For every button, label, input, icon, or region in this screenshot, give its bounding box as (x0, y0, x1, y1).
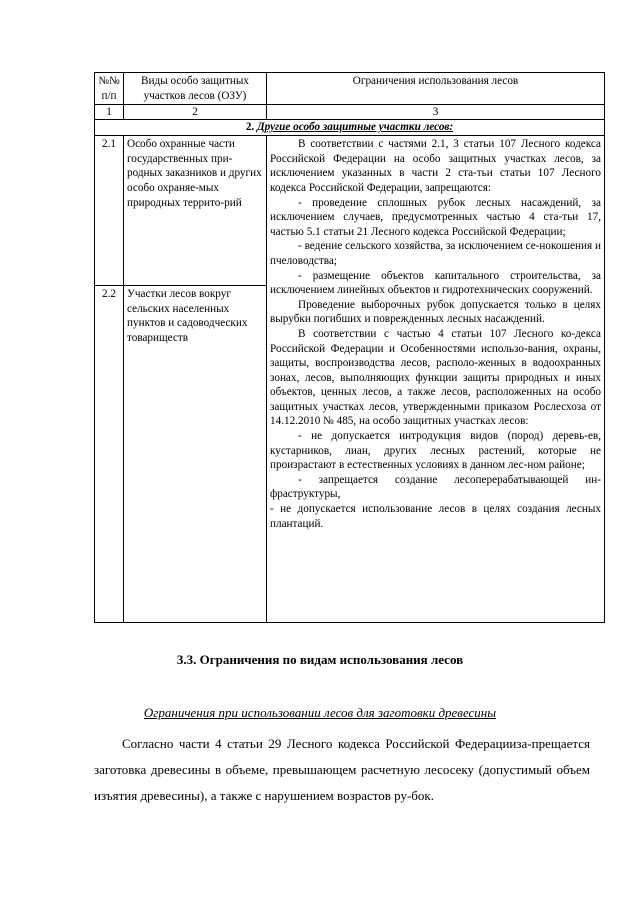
header-col-types: Виды особо защитных участков лесов (ОЗУ) (124, 73, 267, 105)
row-zone-type: Особо охранные части государственных при-родных заказников и других особо охраняе-мых природных террито-рий (124, 136, 267, 286)
section-title: Другие особо защитные участки лесов: (257, 121, 454, 134)
restriction-paragraph: В соответствии с частью 4 статьи 107 Лесного ко-декса Российской Федерации и Особенностями использо-вания, охраны, защиты, воспроизводства лесов, располо-женных в водоохранных зонах, лесов, выполняющих функции защиты природных и иных объектов, ценных лесов, а также лесов, расположенных на особо защитных участках лесов, утвержденными приказом Рослесхоза от 14.12.2010 № 485, на особо защитных участках лесов: (270, 327, 601, 428)
forest-restrictions-table (94, 72, 605, 623)
section-number: 2. (245, 121, 255, 134)
row-zone-type: Участки лесов вокруг сельских населенных пунктов и садоводческих товариществ (124, 286, 267, 623)
header-col-number: №№ п/п (95, 73, 124, 105)
restriction-paragraph: Проведение выборочных рубок допускается только в целях вырубки погибших и поврежденных лесных насаждений. (270, 298, 601, 326)
column-number: 3 (267, 105, 605, 120)
restriction-paragraph: - не допускается интродукция видов (пород) деревь-ев, кустарников, лиан, других лесных растений, которые не произрастают в естественных условиях в данном лес-ном районе; (270, 430, 601, 472)
table-row (95, 136, 605, 286)
subheading: Ограничения при использовании лесов для заготовки древесины (143, 705, 497, 720)
table-header-row (95, 73, 605, 105)
section-heading (95, 120, 605, 136)
section-row (95, 120, 605, 136)
restriction-paragraph: - ведение сельского хозяйства, за исключением се-нокошения и пчеловодства; (270, 240, 601, 267)
restriction-paragraph: - проведение сплошных рубок лесных насаждений, за исключением случаев, предусмотренных частью 4 ста-тьи 17, частью 5.1 статьи 21 Лесного кодекса Российской Федерации; (270, 196, 601, 238)
column-number-row (95, 105, 605, 120)
restriction-paragraph: - не допускается использование лесов в целях создания лесных плантаций. (270, 503, 601, 530)
column-number: 2 (124, 105, 267, 120)
header-col-restrictions: Ограничения использования лесов (267, 73, 605, 105)
restriction-paragraph: - размещение объектов капитального строительства, за исключением линейных объектов и гидротехнических сооружений. (270, 269, 601, 297)
column-number: 1 (95, 105, 124, 120)
body-paragraph: Согласно части 4 статьи 29 Лесного кодекса Российской Федерацииза-прещается заготовка древесины в объеме, превышающем расчетную лесосеку (допустимый объем изъятия древесины), а также с нарушением возрастов ру-бок. (94, 736, 590, 803)
row-number: 2.1 (95, 136, 124, 286)
restriction-paragraph: - запрещается создание лесоперерабатывающей ин-фраструктуры, (270, 473, 601, 501)
restrictions-cell (267, 136, 605, 623)
row-number: 2.2 (95, 286, 124, 623)
restriction-paragraph: В соответствии с частями 2.1, 3 статьи 107 Лесного кодекса Российской Федерации на особо защитных участках лесов, за исключением указанных в части 2 ста-тьи статьи 107 Лесного кодекса Российской Федерации, запрещаются: (270, 138, 601, 194)
section-heading-3-3: 3.3. Ограничения по видам использования лесов (176, 652, 464, 667)
